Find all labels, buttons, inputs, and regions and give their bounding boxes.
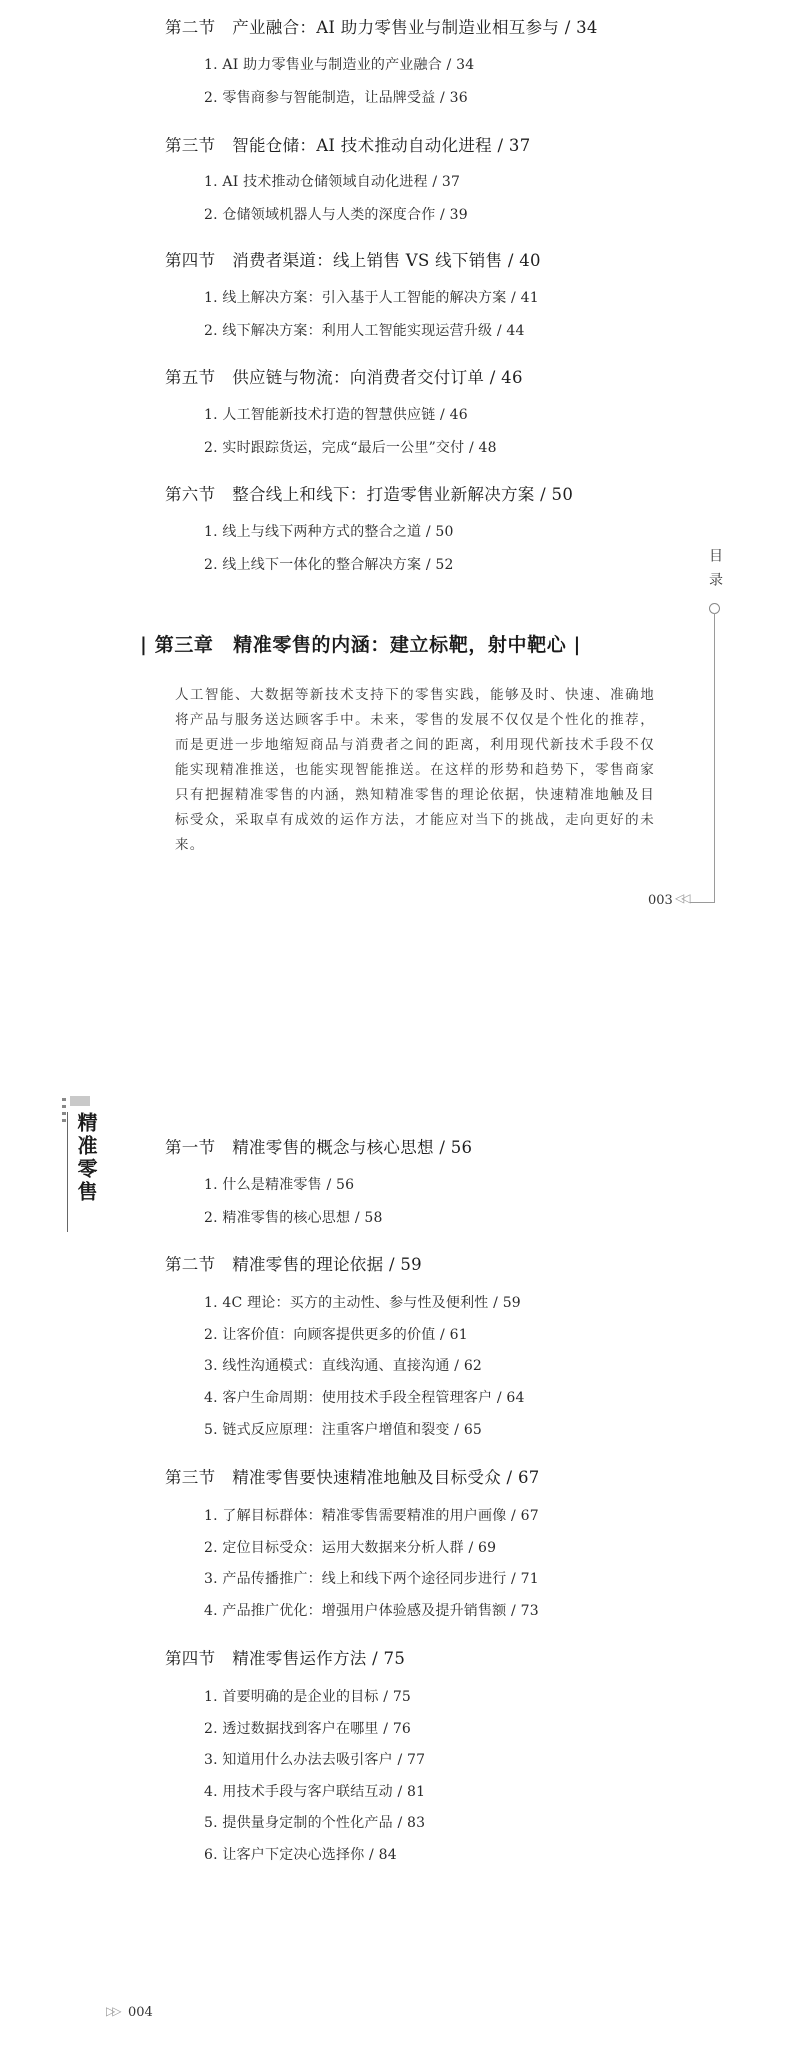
toc-page-003	[0, 0, 790, 930]
toc-item: 1. 什么是精准零售 / 56	[204, 1177, 355, 1193]
toc-item: 1. 首要明确的是企业的目标 / 75	[204, 1689, 412, 1705]
toc-item: 3. 知道用什么办法去吸引客户 / 77	[204, 1752, 426, 1768]
page-arrow-icon: ◁◁	[675, 891, 688, 905]
tab-dots-decoration	[62, 1098, 66, 1124]
side-divider-hook	[690, 902, 715, 903]
page-number: 004	[128, 2005, 153, 2020]
toc-section-heading: 第四节 消费者渠道：线上销售 VS 线下销售 / 40	[165, 251, 541, 270]
toc-section-heading: 第三节 精准零售要快速精准地触及目标受众 / 67	[165, 1468, 540, 1487]
page-arrow-icon: ▷▷	[106, 2004, 119, 2018]
side-divider	[714, 613, 715, 903]
tab-bar-decoration	[70, 1096, 90, 1106]
toc-item: 5. 链式反应原理：注重客户增值和裂变 / 65	[204, 1422, 483, 1438]
toc-item: 5. 提供量身定制的个性化产品 / 83	[204, 1815, 426, 1831]
toc-item: 1. AI 技术推动仓储领域自动化进程 / 37	[204, 174, 461, 190]
page-number: 003	[648, 893, 673, 908]
toc-section-heading: 第四节 精准零售运作方法 / 75	[165, 1649, 406, 1668]
toc-item: 2. 精准零售的核心思想 / 58	[204, 1210, 383, 1226]
toc-item: 2. 透过数据找到客户在哪里 / 76	[204, 1721, 412, 1737]
toc-item: 2. 零售商参与智能制造，让品牌受益 / 36	[204, 90, 468, 106]
toc-item: 1. AI 助力零售业与制造业的产业融合 / 34	[204, 57, 475, 73]
chapter-side-tab: 精准零售	[74, 1112, 98, 1204]
toc-page-004	[0, 1030, 790, 2052]
toc-item: 2. 定位目标受众：运用大数据来分析人群 / 69	[204, 1540, 497, 1556]
toc-section-heading: 第二节 产业融合：AI 助力零售业与制造业相互参与 / 34	[165, 18, 598, 37]
toc-section-heading: 第六节 整合线上和线下：打造零售业新解决方案 / 50	[165, 485, 574, 504]
toc-item: 1. 了解目标群体：精准零售需要精准的用户画像 / 67	[204, 1508, 539, 1524]
toc-item: 3. 产品传播推广：线上和线下两个途径同步进行 / 71	[204, 1571, 539, 1587]
toc-item: 2. 仓储领域机器人与人类的深度合作 / 39	[204, 207, 468, 223]
toc-item: 4. 用技术手段与客户联结互动 / 81	[204, 1784, 426, 1800]
chapter-title: | 第三章 精准零售的内涵：建立标靶，射中靶心 |	[140, 634, 582, 656]
toc-item: 4. 产品推广优化：增强用户体验感及提升销售额 / 73	[204, 1603, 539, 1619]
toc-item: 2. 线下解决方案：利用人工智能实现运营升级 / 44	[204, 323, 525, 339]
toc-item: 2. 实时跟踪货运，完成“最后一公里”交付 / 48	[204, 440, 497, 456]
toc-item: 1. 人工智能新技术打造的智慧供应链 / 46	[204, 407, 468, 423]
toc-item: 1. 线上解决方案：引入基于人工智能的解决方案 / 41	[204, 290, 539, 306]
toc-section-heading: 第五节 供应链与物流：向消费者交付订单 / 46	[165, 368, 523, 387]
toc-item: 3. 线性沟通模式：直线沟通、直接沟通 / 62	[204, 1358, 483, 1374]
tab-line-decoration	[67, 1112, 68, 1232]
toc-section-heading: 第一节 精准零售的概念与核心思想 / 56	[165, 1138, 473, 1157]
side-toc-label: 目录	[707, 548, 723, 596]
toc-item: 4. 客户生命周期：使用技术手段全程管理客户 / 64	[204, 1390, 525, 1406]
chapter-intro: 人工智能、大数据等新技术支持下的零售实践，能够及时、快速、准确地将产品与服务送达顾客手中。未来，零售的发展不仅仅是个性化的推荐，而是更进一步地缩短商品与消费者之间的距离，利用现代新技术手段不仅能实现精准推送，也能实现智能推送。在这样的形势和趋势下，零售商家只有把握精准零售的内涵，熟知精准零售的理论依据，快速精准地触及目标受众，采取卓有成效的运作方法，才能应对当下的挑战，走向更好的未来。	[175, 687, 655, 853]
toc-item: 2. 让客价值：向顾客提供更多的价值 / 61	[204, 1327, 468, 1343]
toc-item: 1. 4C 理论：买方的主动性、参与性及便利性 / 59	[204, 1295, 521, 1311]
toc-item: 1. 线上与线下两种方式的整合之道 / 50	[204, 524, 454, 540]
toc-section-heading: 第三节 智能仓储：AI 技术推动自动化进程 / 37	[165, 136, 531, 155]
toc-item: 6. 让客户下定决心选择你 / 84	[204, 1847, 397, 1863]
toc-item: 2. 线上线下一体化的整合解决方案 / 52	[204, 557, 454, 573]
toc-section-heading: 第二节 精准零售的理论依据 / 59	[165, 1255, 422, 1274]
